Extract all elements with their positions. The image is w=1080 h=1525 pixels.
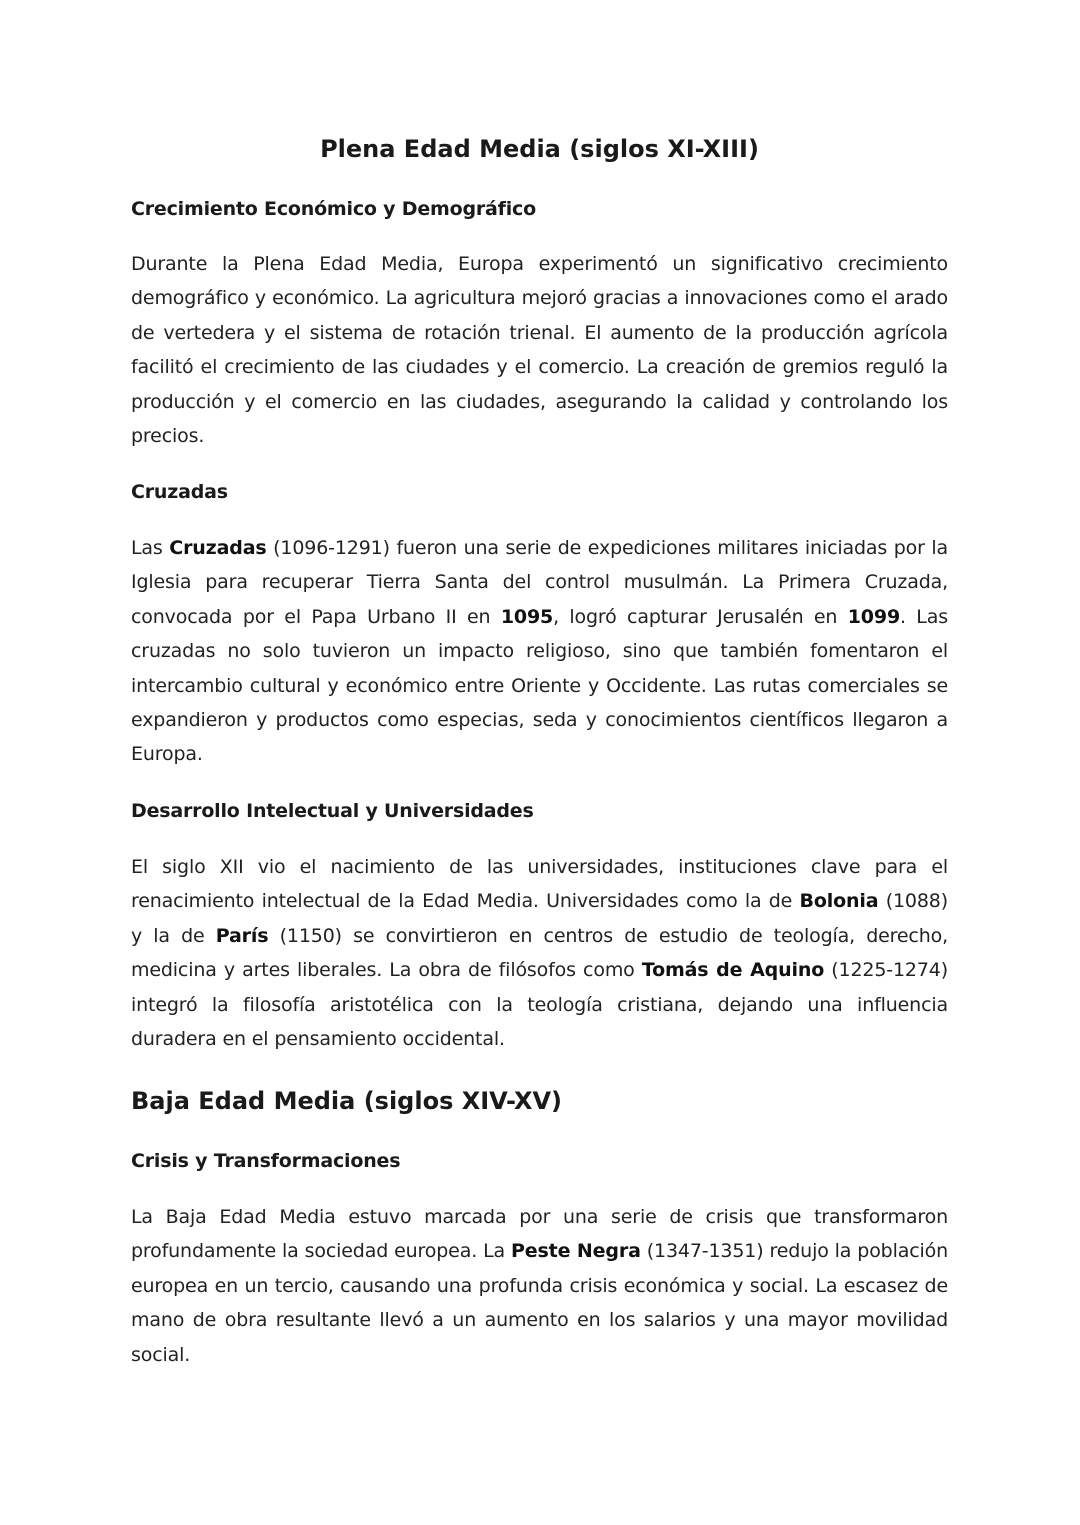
section-heading-cruzadas: Cruzadas <box>131 481 228 503</box>
text-run: (1347-1351) redujo la población europea en un tercio, causando una profunda crisis económica y social. La escasez de mano de obra resultante llevó a un aumento en los salarios y una mayor movilidad social. <box>131 1240 948 1366</box>
text-run: (1150) se convirtieron en centros de estudio de teología, derecho, medicina y artes liberales. La obra de filósofos como <box>131 924 948 982</box>
section-heading-desarrollo: Desarrollo Intelectual y Universidades <box>131 800 534 822</box>
section-paragraph-crisis <box>131 1200 948 1372</box>
bold-term: Tomás de Aquino <box>641 959 825 982</box>
section-paragraph-desarrollo <box>131 850 948 1056</box>
bold-term: Peste Negra <box>511 1240 641 1263</box>
bold-term: París <box>215 924 269 947</box>
text-run: , logró capturar Jerusalén en <box>553 605 848 628</box>
bold-term: 1099 <box>847 605 901 628</box>
page-title: Plena Edad Media (siglos XI-XIII) <box>320 135 759 163</box>
section-heading-crecimiento: Crecimiento Económico y Demográfico <box>131 198 536 220</box>
text-run: Las <box>131 537 170 559</box>
text-run: (1096-1291) fueron una serie de expediciones militares iniciadas por la Iglesia para recuperar Tierra Santa del control musulmán. La Primera Cruzada, convocada por el Papa Urbano II en <box>131 537 948 628</box>
text-run: (1088) y la de <box>131 890 948 947</box>
text-run: (1225-1274) integró la filosofía aristotélica con la teología cristiana, dejando una influencia duradera en el pensamiento occidental. <box>131 959 948 1051</box>
section-heading-crisis: Crisis y Transformaciones <box>131 1150 401 1172</box>
text-run: . Las cruzadas no solo tuvieron un impacto religioso, sino que también fomentaron el intercambio cultural y económico entre Oriente y Occidente. Las rutas comerciales se expandieron y productos como especias, seda y conocimientos científicos llegaron a Europa. <box>131 605 948 766</box>
section-paragraph-crecimiento <box>131 247 948 453</box>
bold-term: Bolonia <box>799 890 879 913</box>
section-paragraph-cruzadas <box>131 531 948 772</box>
bold-term: 1095 <box>500 605 554 628</box>
part-title-baja-edad-media: Baja Edad Media (siglos XIV-XV) <box>131 1087 563 1115</box>
bold-term: Cruzadas <box>169 537 267 559</box>
text-run: La Baja Edad Media estuvo marcada por una serie de crisis que transformaron profundamente la sociedad europea. La <box>131 1206 948 1263</box>
text-run: El siglo XII vio el nacimiento de las universidades, instituciones clave para el renacimiento intelectual de la Edad Media. Universidades como la de <box>131 856 948 913</box>
text-run: Durante la Plena Edad Media, Europa experimentó un significativo crecimiento demográfico y económico. La agricultura mejoró gracias a innovaciones como el arado de vertedera y el sistema de rotación trienal. El aumento de la producción agrícola facilitó el crecimiento de las ciudades y el comercio. La creación de gremios reguló la producción y el comercio en las ciudades, asegurando la calidad y controlando los precios. <box>131 253 948 448</box>
